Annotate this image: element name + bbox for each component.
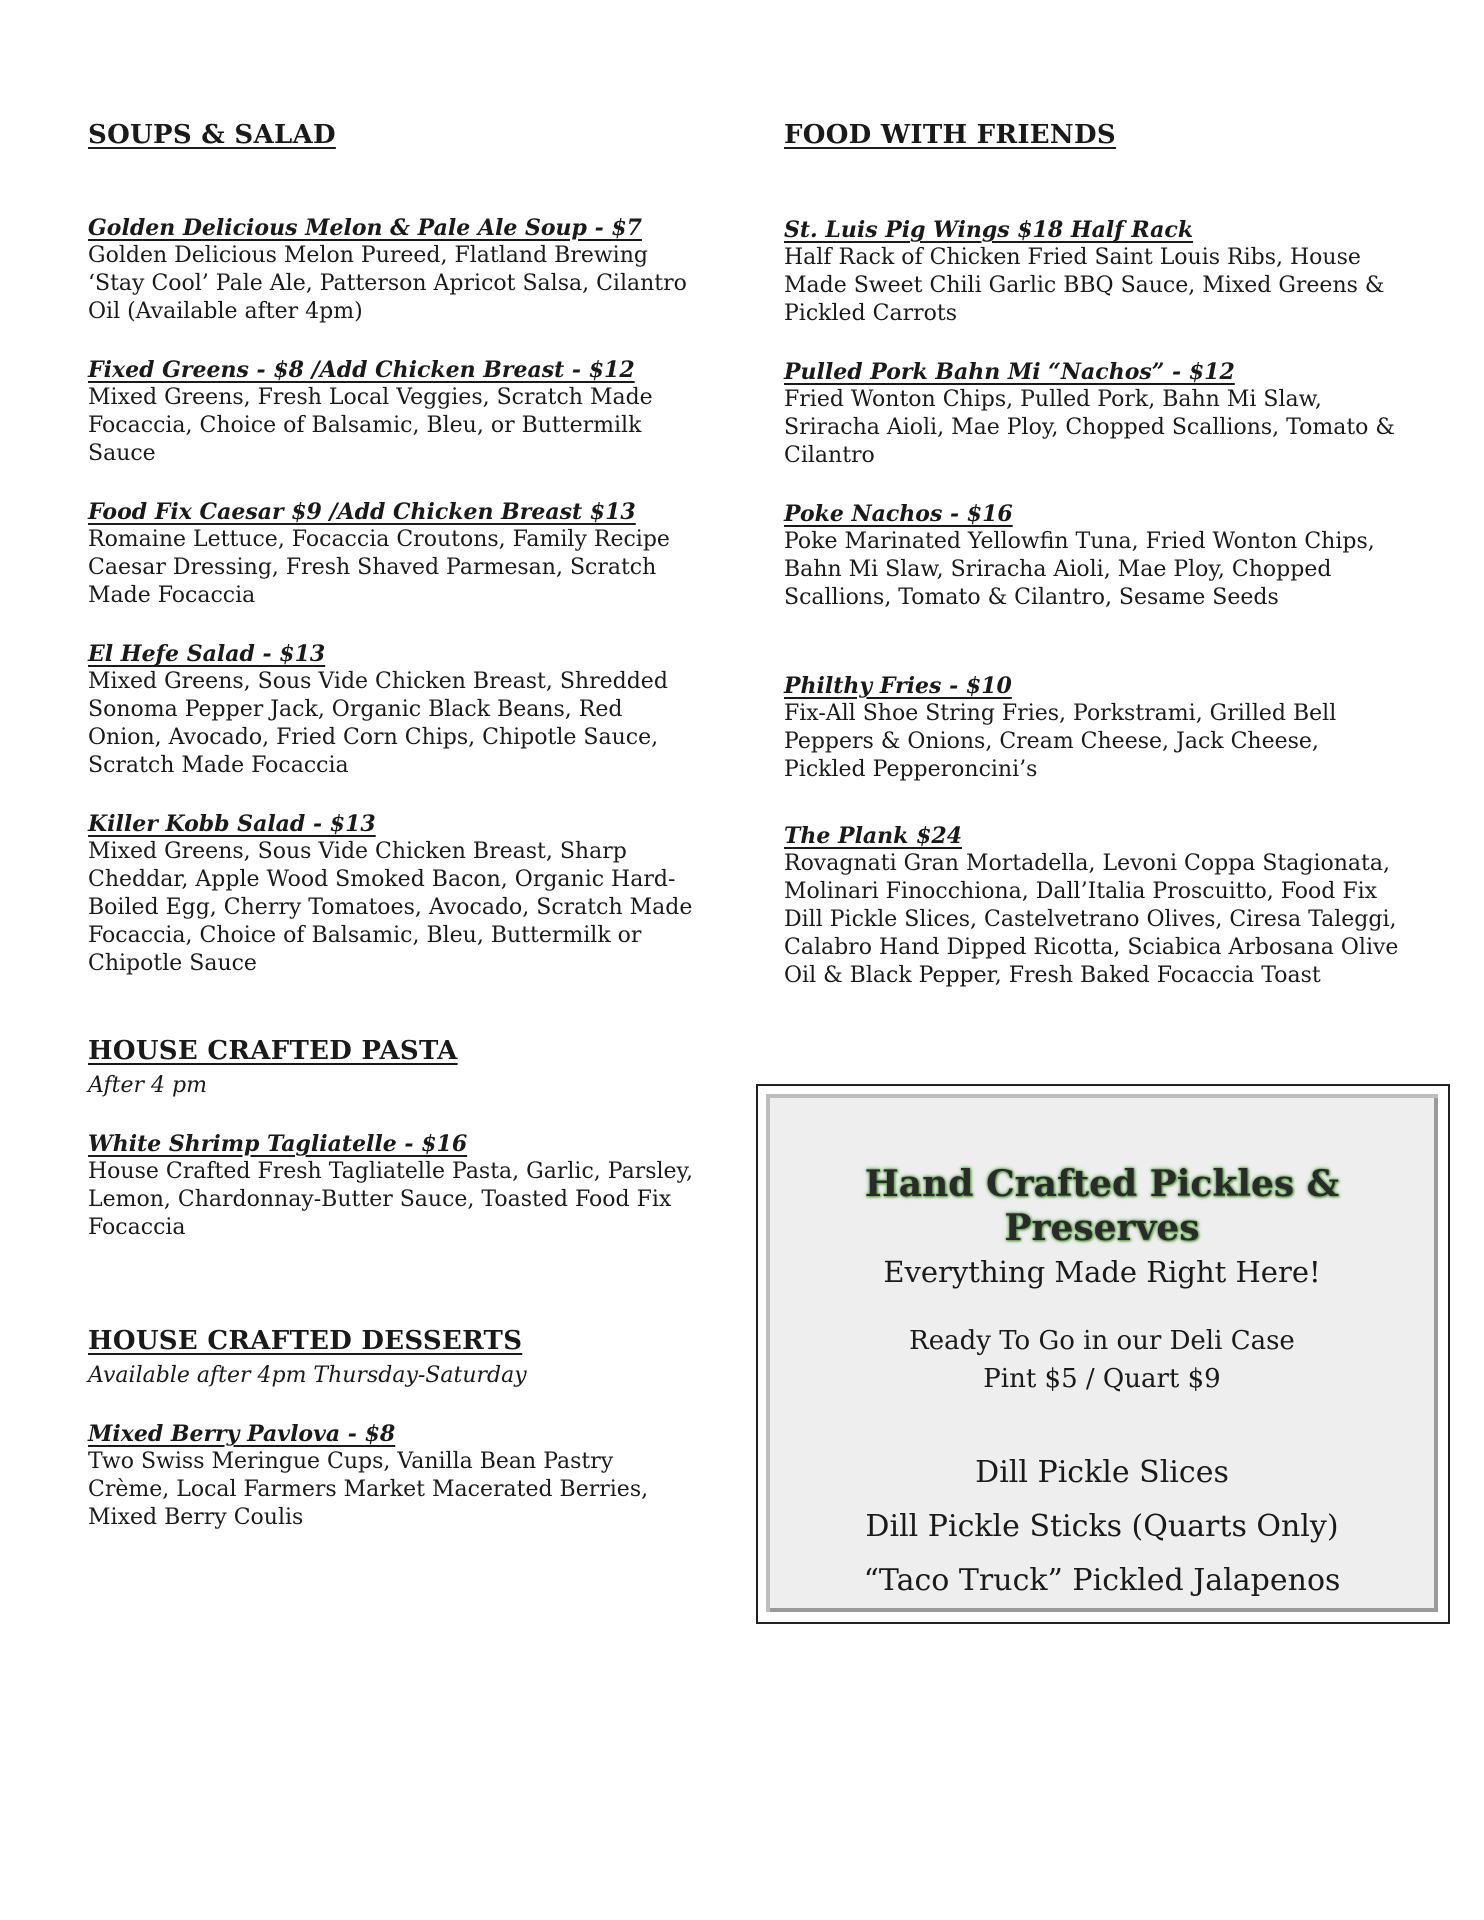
section-title: HOUSE CRAFTED PASTA [88, 1036, 458, 1066]
soups-salad-section [88, 120, 336, 150]
section-title: SOUPS & SALAD [88, 120, 336, 150]
menu-item [784, 672, 1404, 784]
pickles-content [766, 1162, 1438, 1608]
desserts-section [88, 1326, 527, 1390]
pickle-item: Dill Pickle Sticks (Quarts Only) [865, 1509, 1339, 1544]
section-note: Available after 4pm Thursday-Saturday [88, 1363, 527, 1388]
item-name: Fixed Greens - $8 /Add Chicken Breast - $12 [88, 357, 635, 383]
item-description: Two Swiss Meringue Cups, Vanilla Bean Pastry Crème, Local Farmers Market Macerated Berries, Mixed Berry Coulis [88, 1449, 649, 1530]
menu-item [88, 810, 698, 978]
pasta-section [88, 1036, 458, 1100]
item-description: Fix-All Shoe String Fries, Porkstrami, Grilled Bell Peppers & Onions, Cream Cheese, Jack Cheese, Pickled Pepperoncini’s [784, 701, 1337, 782]
menu-item [88, 214, 698, 326]
item-name: Golden Delicious Melon & Pale Ale Soup - $7 [88, 215, 642, 241]
section-note: After 4 pm [88, 1073, 207, 1098]
menu-item [88, 640, 698, 780]
pickles-tagline: Everything Made Right Here! [883, 1255, 1321, 1289]
menu-item [88, 356, 698, 468]
menu-item [88, 498, 698, 610]
pickles-prices: Pint $5 / Quart $9 [983, 1364, 1221, 1394]
pickle-item: “Taco Truck” Pickled Jalapenos [863, 1563, 1341, 1598]
item-description: Mixed Greens, Sous Vide Chicken Breast, Shredded Sonoma Pepper Jack, Organic Black Beans, Red Onion, Avocado, Fried Corn Chips, Chipotle Sauce, Scratch Made Focaccia [88, 669, 668, 778]
pickles-box [756, 1084, 1450, 1624]
item-description: Fried Wonton Chips, Pulled Pork, Bahn Mi Slaw, Sriracha Aioli, Mae Ploy, Chopped Scallions, Tomato & Cilantro [784, 387, 1395, 468]
food-with-friends-section [784, 120, 1116, 150]
item-description: Romaine Lettuce, Focaccia Croutons, Family Recipe Caesar Dressing, Fresh Shaved Parmesan, Scratch Made Focaccia [88, 527, 670, 608]
menu-item [784, 216, 1404, 328]
item-name: Food Fix Caesar $9 /Add Chicken Breast $13 [88, 499, 636, 525]
item-description: Golden Delicious Melon Pureed, Flatland Brewing ‘Stay Cool’ Pale Ale, Patterson Apricot Salsa, Cilantro Oil (Available after 4pm) [88, 243, 687, 324]
item-name: Philthy Fries - $10 [784, 673, 1012, 699]
section-title: FOOD WITH FRIENDS [784, 120, 1116, 150]
item-name: The Plank $24 [784, 823, 962, 849]
item-name: Mixed Berry Pavlova - $8 [88, 1421, 396, 1447]
pickles-list [766, 1446, 1438, 1608]
item-name: Killer Kobb Salad - $13 [88, 811, 376, 837]
item-name: White Shrimp Tagliatelle - $16 [88, 1131, 468, 1157]
section-title: HOUSE CRAFTED DESSERTS [88, 1326, 523, 1356]
item-name: El Hefe Salad - $13 [88, 641, 326, 667]
item-description: House Crafted Fresh Tagliatelle Pasta, Garlic, Parsley, Lemon, Chardonnay-Butter Sauce, Toasted Food Fix Focaccia [88, 1159, 694, 1240]
item-name: Poke Nachos - $16 [784, 501, 1013, 527]
pickle-item: Dill Pickle Slices [975, 1455, 1229, 1490]
item-description: Mixed Greens, Fresh Local Veggies, Scratch Made Focaccia, Choice of Balsamic, Bleu, or Buttermilk Sauce [88, 385, 653, 466]
item-description: Poke Marinated Yellowfin Tuna, Fried Wonton Chips, Bahn Mi Slaw, Sriracha Aioli, Mae Ploy, Chopped Scallions, Tomato & Cilantro, Sesame Seeds [784, 529, 1375, 610]
item-description: Mixed Greens, Sous Vide Chicken Breast, Sharp Cheddar, Apple Wood Smoked Bacon, Organic Hard-Boiled Egg, Cherry Tomatoes, Avocado, Scratch Made Focaccia, Choice of Balsamic, Bleu, Buttermilk or Chipotle Sauce [88, 839, 693, 976]
menu-item [784, 822, 1404, 990]
menu-item [88, 1130, 698, 1242]
pickles-panel [766, 1094, 1438, 1612]
menu-item [88, 1420, 698, 1532]
menu-item [784, 358, 1404, 470]
item-description: Half Rack of Chicken Fried Saint Louis Ribs, House Made Sweet Chili Garlic BBQ Sauce, Mixed Greens & Pickled Carrots [784, 245, 1385, 326]
pickles-title: Hand Crafted Pickles & Preserves [864, 1163, 1340, 1249]
item-name: St. Luis Pig Wings $18 Half Rack [784, 217, 1194, 243]
item-description: Rovagnati Gran Mortadella, Levoni Coppa Stagionata, Molinari Finocchiona, Dall’Italia Proscuitto, Food Fix Dill Pickle Slices, Castelvetrano Olives, Ciresa Taleggi, Calabro Hand Dipped Ricotta, Sciabica Arbosana Olive Oil & Black Pepper, Fresh Baked Focaccia Toast [784, 851, 1399, 988]
pickles-deli-case: Ready To Go in our Deli Case [909, 1326, 1295, 1356]
item-name: Pulled Pork Bahn Mi “Nachos” - $12 [784, 359, 1235, 385]
menu-item [784, 500, 1404, 612]
